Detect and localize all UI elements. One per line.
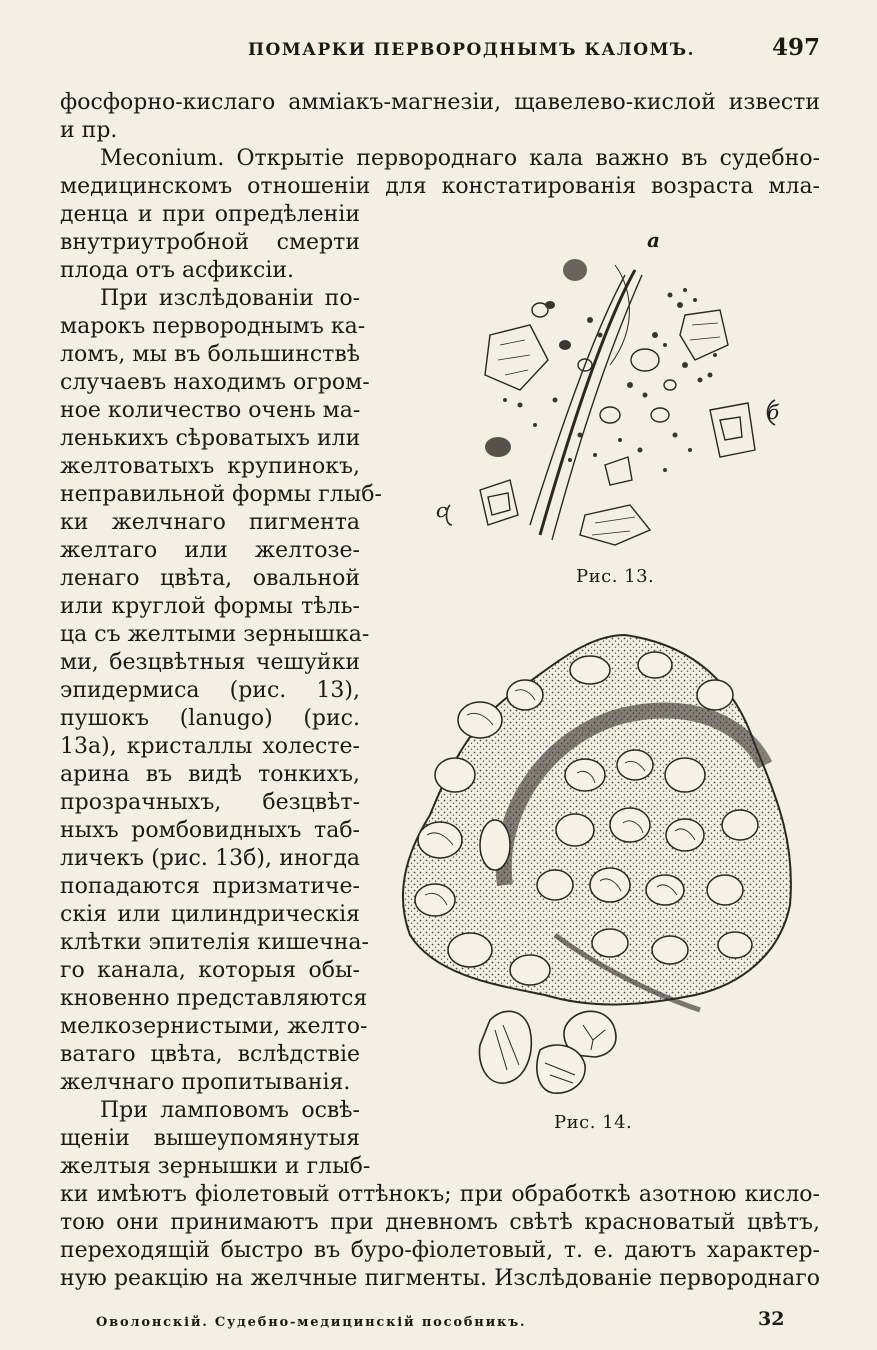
text-line: ломъ, мы въ большинствѣ: [60, 342, 360, 367]
text-line: фосфорно-кислаго амміакъ-магнезіи, щавелево-кислой извести: [60, 90, 820, 115]
text-line: клѣтки эпителія кишечна-: [60, 930, 369, 955]
text-line: или круглой формы тѣль-: [60, 594, 360, 619]
text-line: попадаются призматиче-: [60, 874, 360, 899]
text-line: ленаго цвѣта, овальной: [60, 566, 360, 591]
text-line: арина въ видѣ тонкихъ,: [60, 762, 360, 787]
running-title: ПОМАРКИ ПЕРВОРОДНЫМЪ КАЛОМЪ.: [248, 40, 696, 60]
text-line: случаевъ находимъ огром-: [60, 370, 370, 395]
text-line: ленькихъ сѣроватыхъ или: [60, 426, 361, 451]
page-number: 497: [771, 34, 820, 61]
text-line: 13а), кристаллы холесте-: [60, 734, 360, 759]
figure-13-illustration: [430, 225, 790, 555]
text-line: ки имѣютъ фіолетовый оттѣнокъ; при обработкѣ азотною кисло-: [60, 1182, 820, 1207]
footer-signature-number: 32: [758, 1308, 785, 1330]
text-line: ватаго цвѣта, вслѣдствіе: [60, 1042, 360, 1067]
text-line: желтоватыхъ крупинокъ,: [60, 454, 360, 479]
text-line: При изслѣдованіи по-: [100, 286, 360, 311]
text-line: желтыя зернышки и глыб-: [60, 1154, 371, 1179]
text-line: личекъ (рис. 13б), иногда: [60, 846, 360, 871]
text-line: кновенно представляются: [60, 986, 368, 1011]
text-line: щеніи вышеупомянутыя: [60, 1126, 360, 1151]
text-line: желтаго или желтозе-: [60, 538, 360, 563]
text-line: скія или цилиндрическія: [60, 902, 360, 927]
text-line: желчнаго пропитыванія.: [60, 1070, 351, 1095]
text-line: ныхъ ромбовидныхъ таб-: [60, 818, 360, 843]
text-line: денца и при опредѣленіи: [60, 202, 360, 227]
text-line: пушокъ (lanugo) (рис.: [60, 706, 360, 731]
footer-author-title: Оволонскій. Судебно-медицинскій пособникъ.: [96, 1315, 527, 1330]
text-line: Meconium. Открытіе первороднаго кала важно въ судебно-: [100, 146, 820, 171]
text-line: ца съ желтыми зернышка-: [60, 622, 370, 647]
text-line: плода отъ асфиксіи.: [60, 258, 295, 283]
text-line: прозрачныхъ, безцвѣт-: [60, 790, 360, 815]
text-line: ное количество очень ма-: [60, 398, 361, 423]
text-line: При ламповомъ освѣ-: [100, 1098, 360, 1123]
figure-13-caption: Рис. 13.: [576, 566, 655, 587]
text-line: марокъ первороднымъ ка-: [60, 314, 366, 339]
figure-14-caption: Рис. 14.: [554, 1112, 633, 1133]
text-line: неправильной формы глыб-: [60, 482, 382, 507]
page-header: [60, 32, 820, 66]
text-line: тою они принимаютъ при дневномъ свѣтѣ красноватый цвѣтъ,: [60, 1210, 820, 1235]
text-line: ки желчнаго пигмента: [60, 510, 360, 535]
text-line: и пр.: [60, 118, 118, 143]
text-line: эпидермиса (рис. 13),: [60, 678, 360, 703]
text-line: мелкозернистыми, желто-: [60, 1014, 368, 1039]
text-line: ную реакцію на желчные пигменты. Изслѣдованіе первороднаго: [60, 1266, 820, 1291]
text-line: внутриутробной смерти: [60, 230, 360, 255]
figure-13-label-b: б: [767, 400, 780, 424]
text-line: го канала, которыя обы-: [60, 958, 360, 983]
figure-14-illustration: [395, 625, 815, 1105]
figure-13-label-a: a: [647, 228, 661, 252]
figure-13-label-c: с: [436, 498, 448, 522]
text-line: медицинскомъ отношеніи для констатированія возраста мла-: [60, 174, 820, 199]
text-line: ми, безцвѣтныя чешуйки: [60, 650, 360, 675]
text-line: переходящій быстро въ буро-фіолетовый, т. е. даютъ характер-: [60, 1238, 820, 1263]
